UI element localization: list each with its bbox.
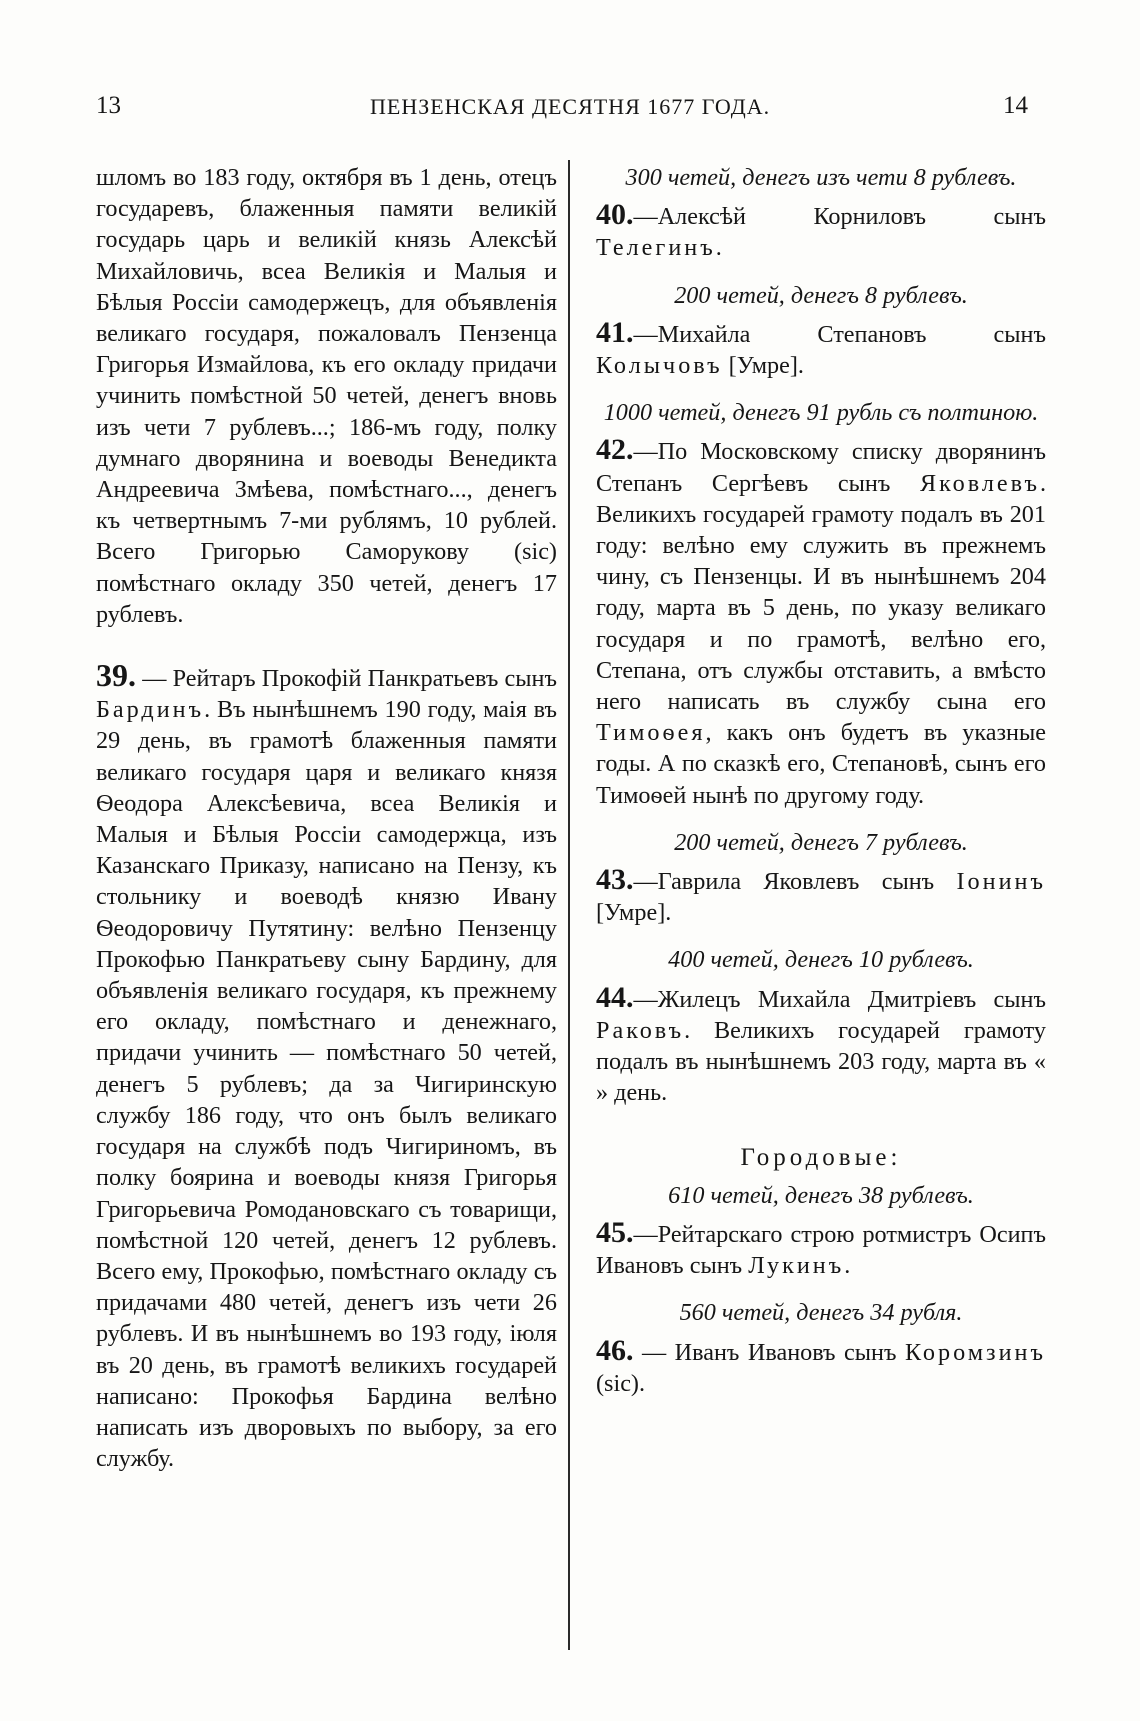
page-header (0, 92, 1140, 132)
entry-number: 39. (96, 657, 136, 694)
page-number-left: 13 (96, 92, 121, 119)
entry-42: 42.—По Московскому списку дворянинъ Степанъ Сергѣевъ сынъ Яковлевъ. Великихъ государей грамоту подалъ въ 201 году: велѣно ему служить въ прежнемъ чину, съ Пензенцы. И въ нынѣшнемъ 204 году, марта въ 5 день, по указу великаго государя и по грамотѣ, велѣно его, Степана, отъ службы отставить, а вмѣсто него написать въ службу сына его Тимоѳея, какъ онъ будетъ въ указные годы. А по сказкѣ его, Степановѣ, сынъ его Тимоѳей нынѣ по другому году. (596, 433, 1046, 809)
section-heading: Городовые: (740, 1144, 902, 1172)
right-column (596, 162, 1046, 1399)
given-name: Тимоѳея (596, 719, 706, 747)
page-number-right: 14 (1003, 92, 1028, 119)
entry-number: 45. (596, 1215, 634, 1249)
allotment-line: 560 четей, денегъ 34 рубля. (679, 1299, 963, 1327)
surname: Бардинъ (96, 696, 205, 724)
column-divider (568, 160, 570, 1650)
entry-number: 41. (596, 315, 634, 349)
allotment-line: 400 четей, денегъ 10 рублевъ. (668, 946, 974, 974)
entry-number: 42. (596, 433, 634, 467)
surname: Лукинъ (748, 1252, 845, 1280)
surname: Іонинъ (956, 868, 1046, 896)
entry-number: 43. (596, 863, 634, 897)
entry-45: 45.—Рейтарскаго строю ротмистръ Осипъ Ивановъ сынъ Лукинъ. (596, 1215, 1046, 1280)
entry-44: 44.—Жилецъ Михайла Дмитріевъ сынъ Раковъ. Великихъ государей грамоту подалъ въ нынѣшнемъ 203 году, марта въ « » день. (596, 980, 1046, 1107)
surname: Яковлевъ (919, 469, 1040, 497)
entry-41: 41.—Михайла Степановъ сынъ Колычовъ [Умре]. (596, 315, 1046, 380)
entry-number: 46. (596, 1333, 634, 1367)
entry-number: 40. (596, 198, 634, 232)
running-title: ПЕНЗЕНСКАЯ ДЕСЯТНЯ 1677 ГОДА. (370, 94, 771, 119)
entry-number: 44. (596, 980, 634, 1014)
entry-46: 46. — Иванъ Ивановъ сынъ Коромзинъ (sic). (596, 1333, 1046, 1397)
surname: Раковъ (596, 1016, 685, 1044)
entry-40: 40.—Алексѣй Корниловъ сынъ Телегинъ. (596, 198, 1046, 262)
allotment-line: 1000 четей, денегъ 91 рубль съ полтиною. (603, 399, 1039, 427)
entry-43: 43.—Гаврила Яковлевъ сынъ Іонинъ [Умре]. (596, 863, 1046, 927)
allotment-line: 200 четей, денегъ 7 рублевъ. (674, 828, 968, 856)
surname: Коромзинъ (904, 1338, 1046, 1366)
surname: Телегинъ (596, 234, 716, 262)
left-column (96, 162, 557, 1474)
allotment-line: 300 четей, денегъ изъ чети 8 рублевъ. (625, 164, 1017, 191)
allotment-line: 200 четей, денегъ 8 рублевъ. (674, 281, 968, 309)
entry-38-continuation: шломъ во 183 году, октября въ 1 день, отецъ государевъ, блаженныя памяти великій государь царь и великій князь Алексѣй Михайловичь, всеа Великія и Малыя и Бѣлыя Россіи самодержецъ, для объявленія великаго государя, пожаловалъ Пензенца Григорья Измайлова, къ его окладу придачи учинить помѣстной 50 четей, денегъ вновь изъ чети 7 рублевъ...; 186-мъ году, полку думнаго дворянина и воеводы Венедикта Андреевича Змѣева, помѣстнаго..., денегъ къ четвертнымъ 7-ми рублямъ, 10 рублей. Всего Григорью Саморукову (sic) помѣстнаго окладу 350 четей, денегъ 17 рублевъ. (96, 164, 557, 628)
allotment-line: 610 четей, денегъ 38 рублевъ. (668, 1181, 974, 1209)
entry-39: 39. — Рейтаръ Прокофій Панкратьевъ сынъ Бардинъ. Въ нынѣшнемъ 190 году, маія въ 29 день, въ грамотѣ блаженныя памяти великаго государя царя и великаго князя Ѳеодора Алексѣевича, всеа Великія и Малыя и Бѣлыя Россіи самодержца, изъ Казанскаго Приказу, написано на Пензу, къ стольнику и воеводѣ князю Ивану Ѳеодоровичу Путятину: велѣно Пензенцу Прокофью Панкратьеву сыну Бардину, для объявленія великаго государя, къ прежнему его окладу, помѣстнаго и денежнаго, придачи учинить — помѣстнаго 50 четей, денегъ 5 рублевъ; да за Чигиринскую службу 186 году, что онъ былъ великаго государя на службѣ подъ Чигириномъ, въ полку боярина и воеводы князя Григорья Григорьевича Ромодановскаго съ товарищи, помѣстной 120 четей, денегъ 12 рублевъ. Всего ему, Прокофью, помѣстнаго окладу съ придачами 480 четей, денегъ изъ чети 26 рублевъ. И въ нынѣшнемъ во 193 году, іюля въ 20 день, въ грамотѣ великихъ государей написано: Прокофья Бардина велѣно написать изъ дворовыхъ по выбору, за его службу. (96, 657, 557, 1473)
surname: Колычовъ (596, 352, 723, 380)
